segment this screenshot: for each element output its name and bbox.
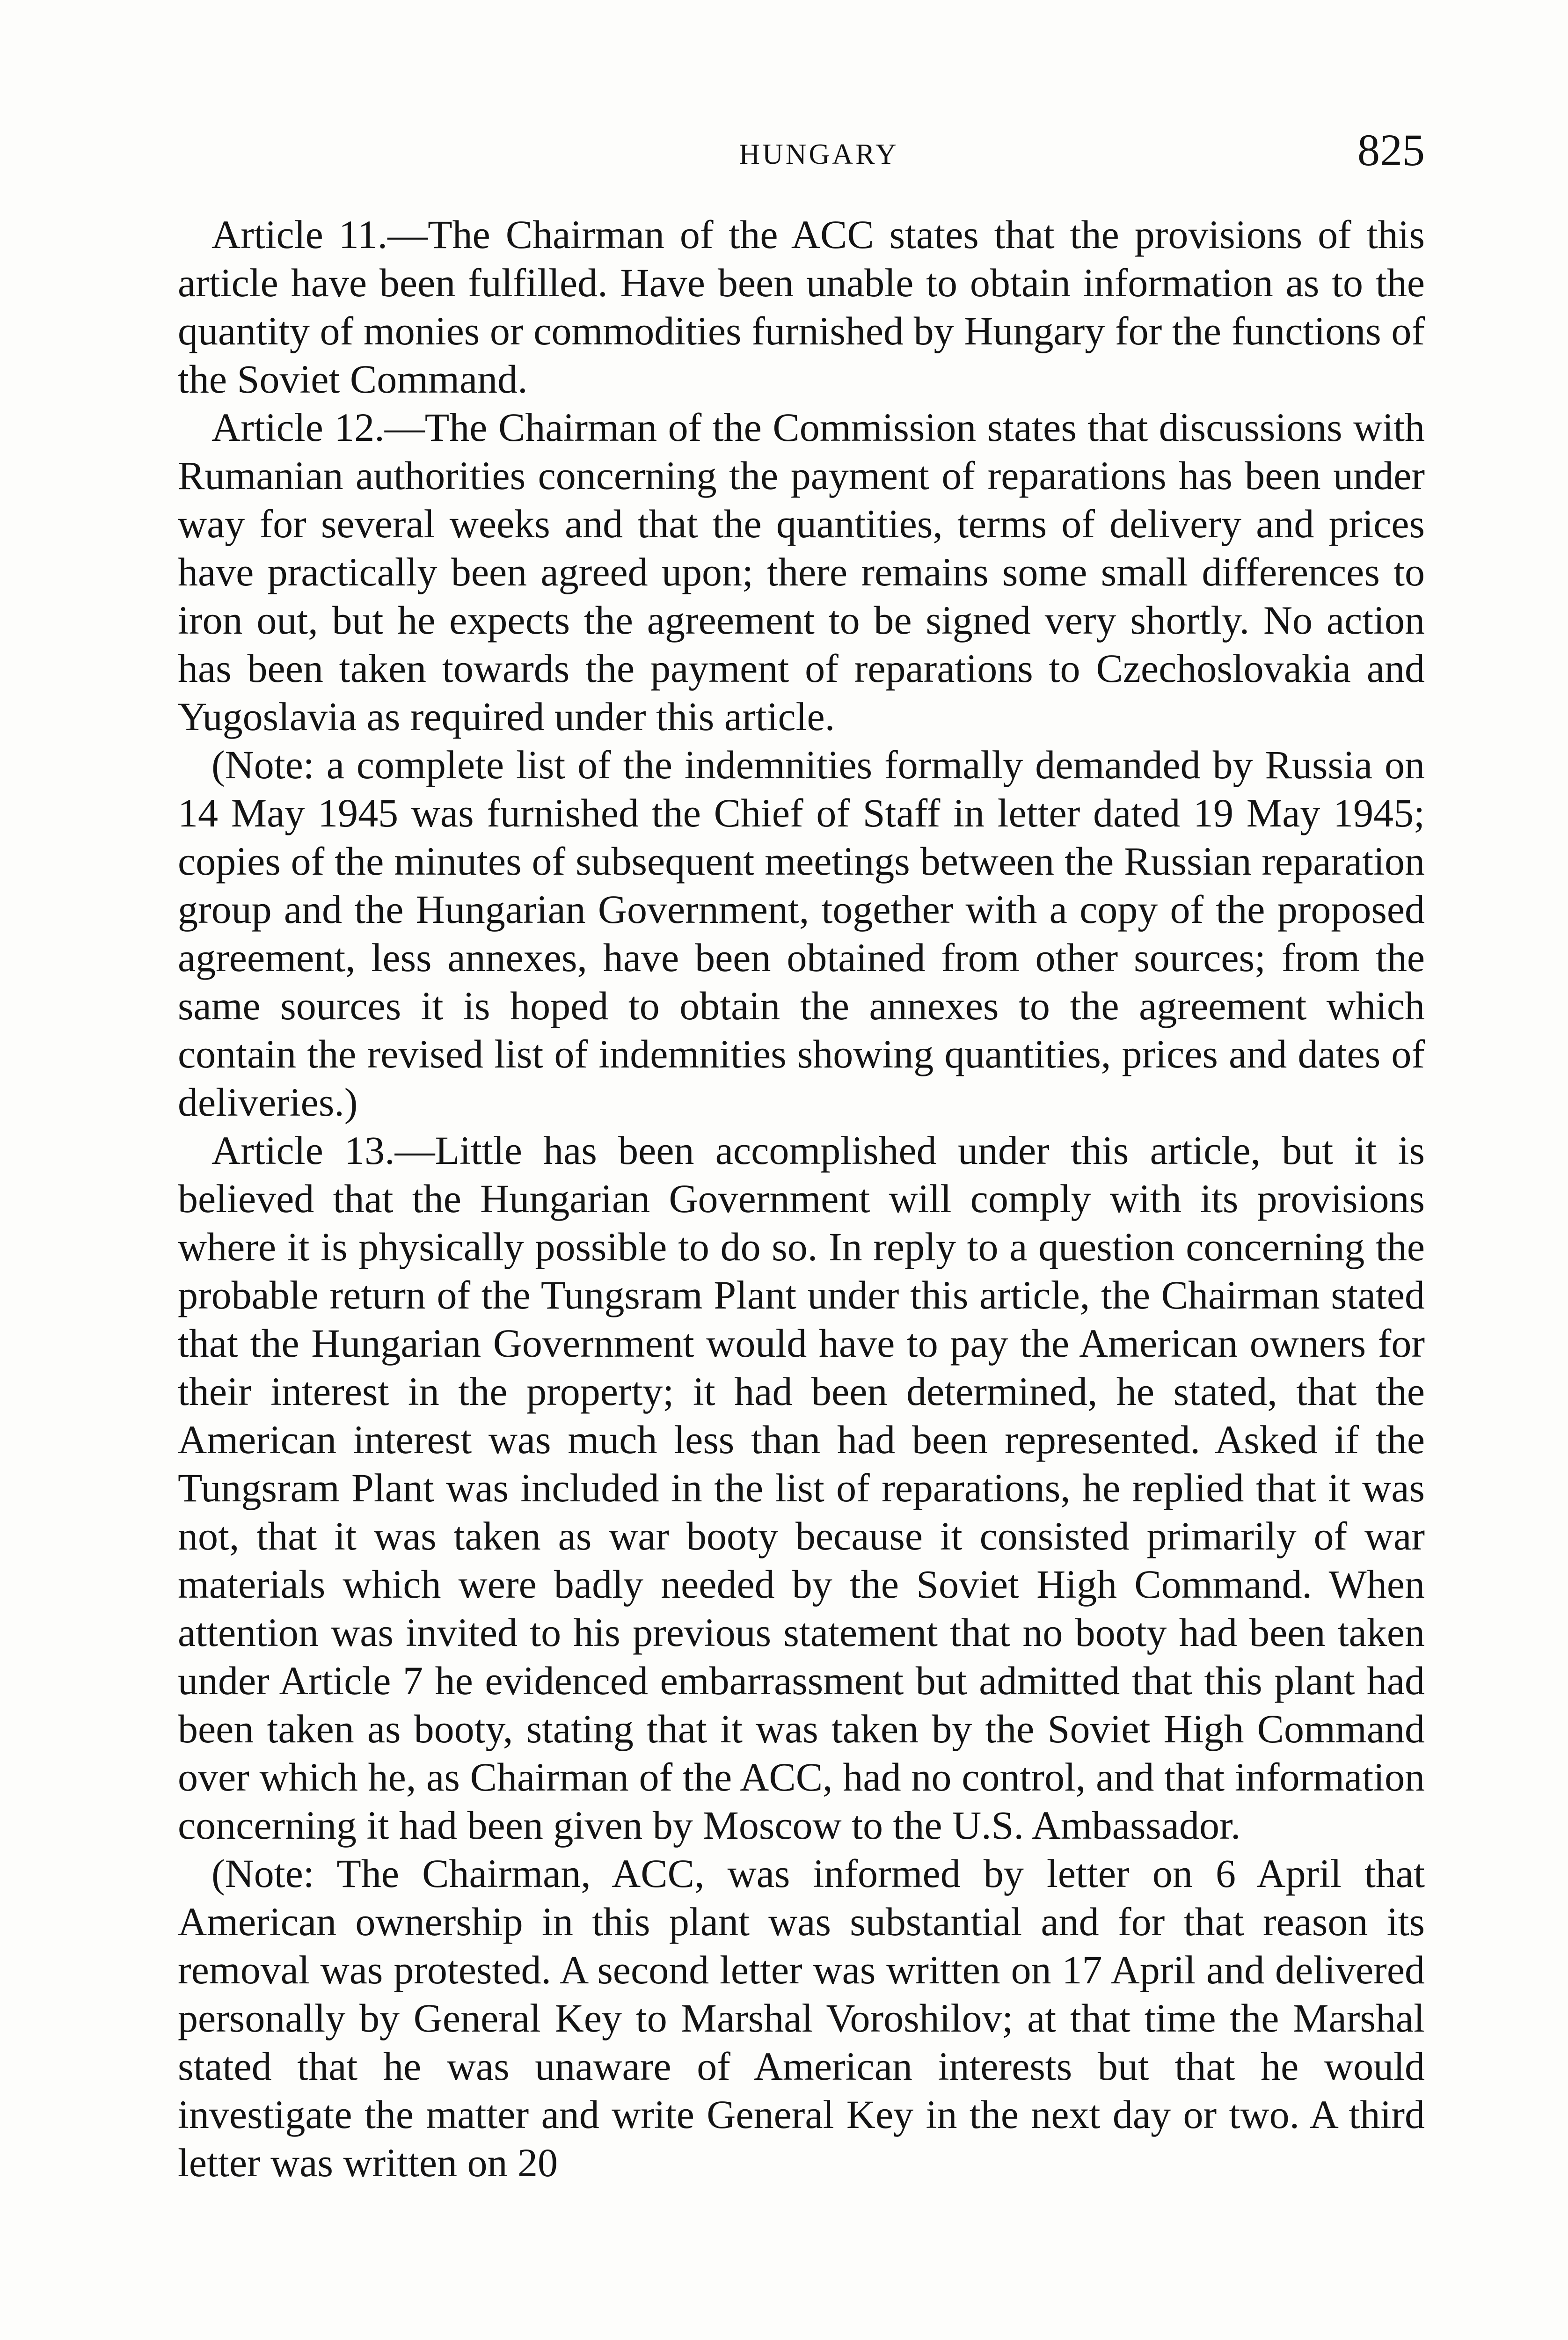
paragraph-article-11: Article 11.—The Chairman of the ACC states that the provisions of this article have been fulfilled. Have been unable to obtain information as to the quantity of monies or commodities furnished by Hungary for the functions of the Soviet Command. — [178, 212, 1425, 402]
page-header — [213, 124, 1425, 185]
page-number: 825 — [1357, 125, 1425, 175]
body-text — [178, 211, 1425, 2187]
running-head: HUNGARY — [739, 139, 899, 170]
paragraph-article-13: Article 13.—Little has been accomplished under this article, but it is believed that the Hungarian Government will comply with its provisions where it is physically possible to do so. In reply to a question concerning the probable return of the Tungsram Plant under this article, the Chairman stated that the Hungarian Government would have to pay the American owners for their interest in the property; it had been determined, he stated, that the American interest was much less than had been represented. Asked if the Tungsram Plant was included in the list of reparations, he replied that it was not, that it was taken as war booty because it consisted primarily of war materials which were badly needed by the Soviet High Command. When attention was invited to his previous statement that no booty had been taken under Article 7 he evidenced embarrassment but admitted that this plant had been taken as booty, stating that it was taken by the Soviet High Command over which he, as Chairman of the ACC, had no control, and that information concerning it had been given by Moscow to the U.S. Ambassador. — [178, 1128, 1425, 1848]
paragraph-article-12: Article 12.—The Chairman of the Commission states that discussions with Rumanian authorities concerning the payment of reparations has been under way for several weeks and that the quantities, terms of delivery and prices have practically been agreed upon; there remains some small differences to iron out, but he expects the agreement to be signed very shortly. No action has been taken towards the payment of reparations to Czechoslovakia and Yugoslavia as required under this article. — [178, 405, 1425, 739]
paragraph-note-tungsram: (Note: The Chairman, ACC, was informed by letter on 6 April that American ownership in this plant was substantial and for that reason its removal was protested. A second letter was written on 17 April and delivered personally by General Key to Marshal Voroshilov; at that time the Marshal stated that he was unaware of American interests but that he would investigate the matter and write General Key in the next day or two. A third letter was written on 20 — [178, 1851, 1425, 2185]
paragraph-note-indemnities: (Note: a complete list of the indemnities formally demanded by Russia on 14 May 1945 was furnished the Chief of Staff in letter dated 19 May 1945; copies of the minutes of subsequent meetings between the Russian reparation group and the Hungarian Government, together with a copy of the proposed agreement, less annexes, have been obtained from other sources; from the same sources it is hoped to obtain the annexes to the agreement which contain the revised list of indemnities showing quantities, prices and dates of deliveries.) — [178, 742, 1425, 1125]
